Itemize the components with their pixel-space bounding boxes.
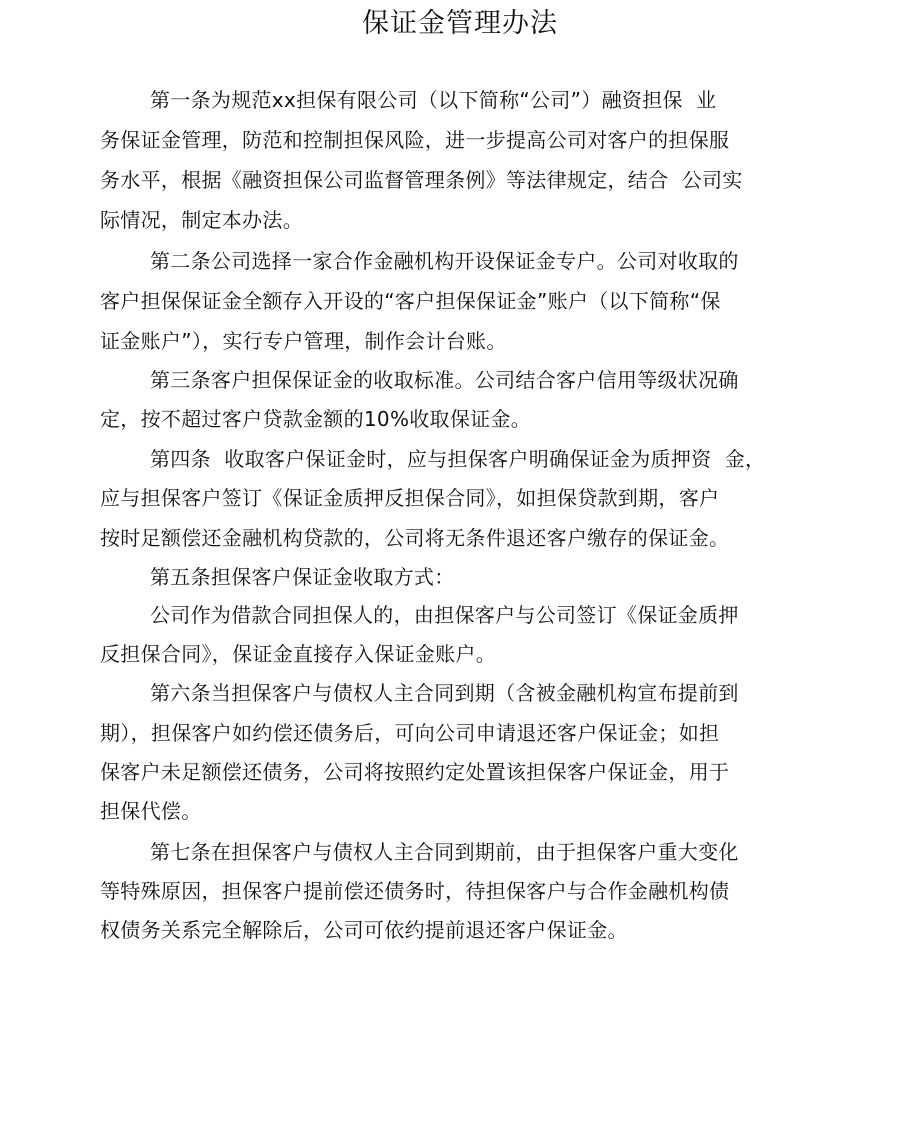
- article-6-line-1: 第六条当担保客户与债权人主合同到期（含被金融机构宣布提前到: [150, 681, 739, 705]
- article-4-line-2: 应与担保客户签订《保证金质押反担保合同》，如担保贷款到期，客户: [100, 486, 720, 510]
- article-7-line-2: 等特殊原因，担保客户提前偿还债务时，待担保客户与合作金融机构债: [100, 879, 730, 903]
- article-6-line-3: 保客户未足额偿还债务，公司将按照约定处置该担保客户保证金，用于: [100, 760, 730, 784]
- article-3-line-2: 定，按不超过客户贷款金额的10%收取保证金。: [100, 407, 532, 431]
- article-4-line-3: 按时足额偿还金融机构贷款的，公司将无条件退还客户缴存的保证金。: [100, 526, 730, 550]
- article-1-line-2: 务保证金管理，防范和控制担保风险，进一步提高公司对客户的担保服: [100, 128, 730, 152]
- article-5-heading: 第五条担保客户保证金收取方式：: [150, 565, 455, 589]
- article-5-line-1: 公司作为借款合同担保人的，由担保客户与公司签订《保证金质押: [150, 603, 739, 627]
- article-3-line-1: 第三条客户担保保证金的收取标准。公司结合客户信用等级状况确: [150, 368, 739, 392]
- article-2-line-2: 客户担保保证金全额存入开设的“客户担保保证金”账户（以下简称“保: [100, 289, 721, 313]
- article-6-line-4: 担保代偿。: [100, 799, 202, 823]
- article-7-line-3: 权债务关系完全解除后，公司可依约提前退还客户保证金。: [100, 918, 628, 942]
- article-1-line-4: 际情况，制定本办法。: [100, 208, 303, 232]
- article-7-line-1: 第七条在担保客户与债权人主合同到期前，由于担保客户重大变化: [150, 840, 739, 864]
- article-1-line-1: 第一条为规范xx担保有限公司（以下简称“公司”）融资担保 业: [150, 88, 717, 112]
- article-5-line-2: 反担保合同》，保证金直接存入保证金账户。: [100, 642, 496, 666]
- article-4-line-1: 第四条 收取客户保证金时，应与担保客户明确保证金为质押资 金，: [150, 447, 766, 471]
- article-2-line-1: 第二条公司选择一家合作金融机构开设保证金专户。公司对收取的: [150, 249, 739, 273]
- article-2-line-3: 证金账户”），实行专户管理，制作会计台账。: [100, 329, 507, 353]
- article-6-line-2: 期），担保客户如约偿还债务后，可向公司申请退还客户保证金；如担: [100, 721, 720, 745]
- document-title: 保证金管理办法: [362, 8, 558, 39]
- article-1-line-3: 务水平，根据《融资担保公司监督管理条例》等法律规定，结合 公司实: [100, 168, 743, 192]
